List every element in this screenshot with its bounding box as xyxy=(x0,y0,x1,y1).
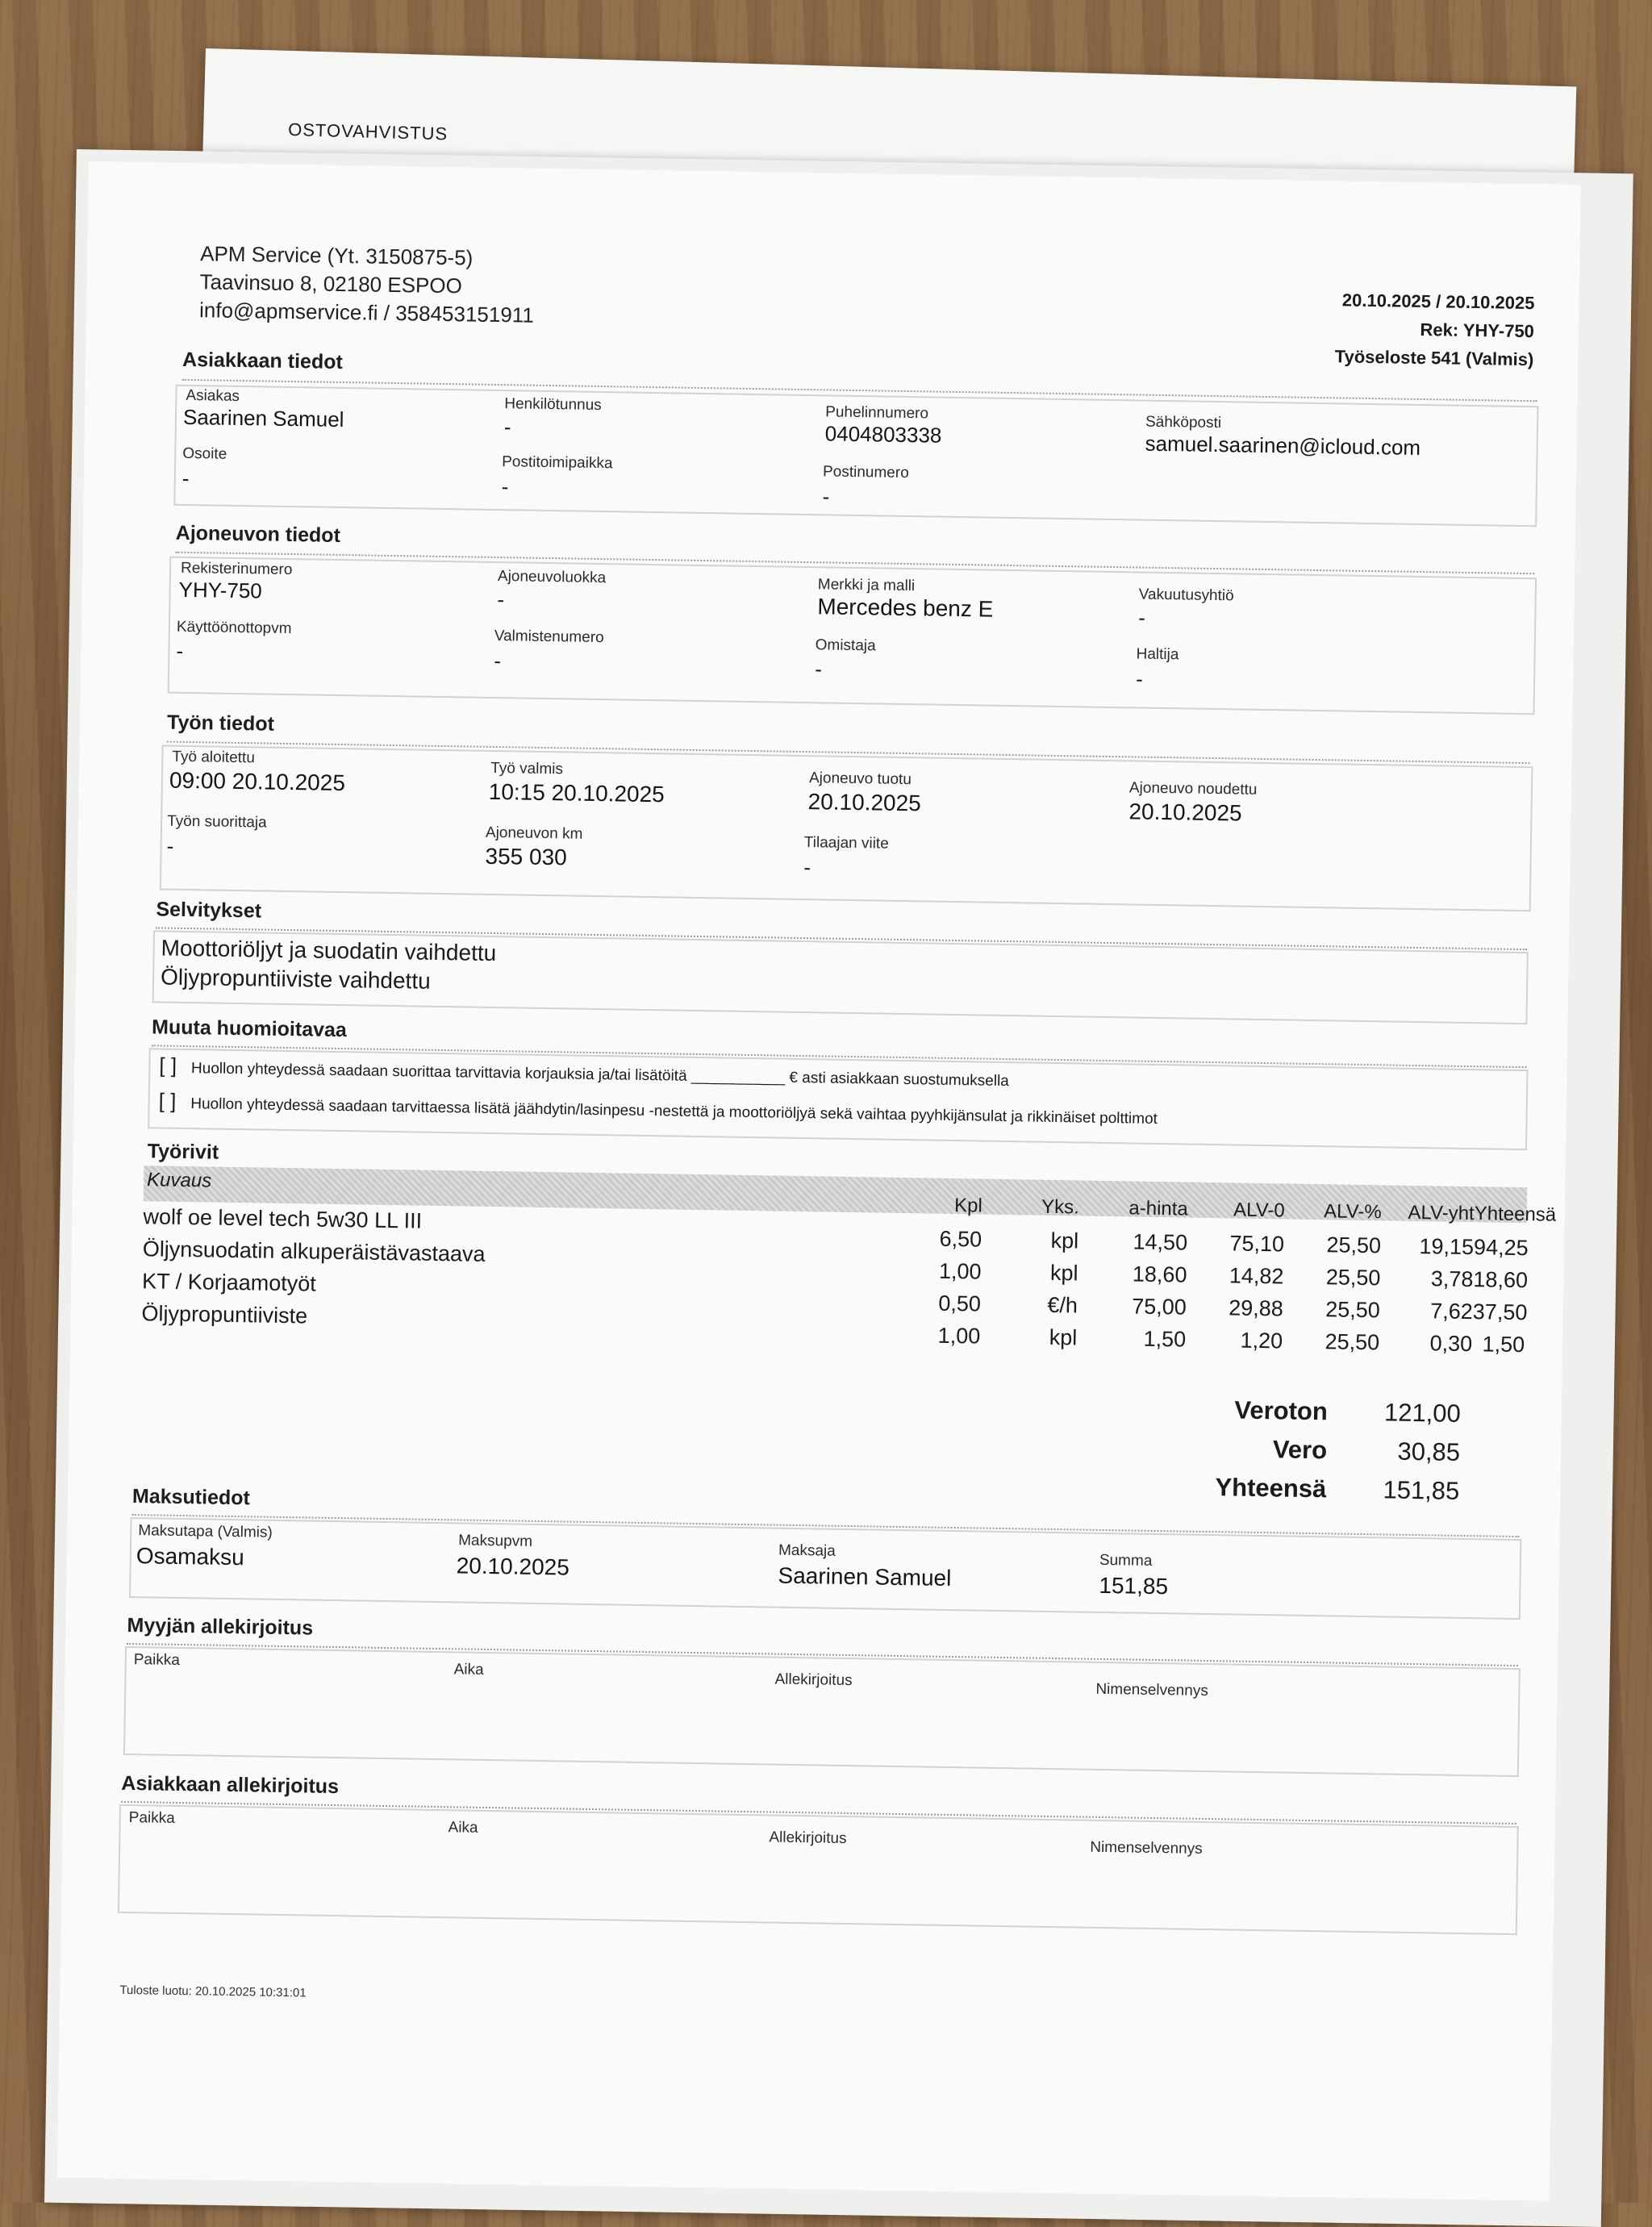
item-alv0: 75,10 xyxy=(1229,1231,1285,1257)
payment-method-label: Maksutapa (Valmis) xyxy=(138,1522,273,1541)
seller-sign-time-label: Aika xyxy=(453,1661,484,1679)
seller-sign-section-title: Myyjän allekirjoitus xyxy=(127,1613,314,1640)
item-qty: 6,50 xyxy=(939,1226,982,1252)
customer-section-title: Asiakkaan tiedot xyxy=(181,348,344,373)
document-work-order: Työseloste 541 (Valmis) xyxy=(1334,346,1534,370)
item-qty: 0,50 xyxy=(938,1291,982,1316)
vehicle-class: - xyxy=(497,587,505,612)
item-alvsum: 19,15 xyxy=(1419,1234,1475,1260)
item-price: 14,50 xyxy=(1133,1229,1188,1255)
work-brought-label: Ajoneuvo tuotu xyxy=(808,769,912,789)
vehicle-holder-label: Haltija xyxy=(1136,645,1179,664)
item-qty: 1,00 xyxy=(937,1323,981,1349)
vehicle-insurer: - xyxy=(1138,605,1146,630)
work-picked: 20.10.2025 xyxy=(1128,799,1242,826)
item-unit: kpl xyxy=(1050,1228,1079,1253)
item-qty: 1,00 xyxy=(938,1258,982,1284)
vehicle-owner-label: Omistaja xyxy=(815,636,876,655)
explanation-line-2: Öljypropuntiiviste vaihdettu xyxy=(160,964,431,994)
work-km: 355 030 xyxy=(485,843,567,870)
items-header-alvp: ALV-% xyxy=(1323,1200,1382,1224)
item-desc: Öljypropuntiiviste xyxy=(141,1301,308,1328)
note-1-text: Huollon yhteydessä saadaan suorittaa tarvittavia korjauksia ja/tai lisätöitä ___________ € asti asiakkaan suostumuksella xyxy=(190,1060,1010,1091)
customer-address-label: Osoite xyxy=(182,444,227,463)
items-header-alv0: ALV-0 xyxy=(1233,1199,1285,1222)
customer-name: Saarinen Samuel xyxy=(182,404,344,432)
item-total: 94,25 xyxy=(1473,1235,1529,1261)
item-alv0: 29,88 xyxy=(1229,1295,1284,1321)
items-header-price: a-hinta xyxy=(1128,1197,1188,1220)
customer-sign-section-title: Asiakkaan allekirjoitus xyxy=(121,1771,340,1799)
work-order-page xyxy=(57,161,1581,2201)
total-sum: 151,85 xyxy=(1383,1475,1460,1505)
item-alv0: 1,20 xyxy=(1240,1328,1283,1353)
company-name: APM Service (Yt. 3150875-5) xyxy=(199,241,473,270)
work-ref-label: Tilaajan viite xyxy=(803,834,889,853)
item-total: 1,50 xyxy=(1482,1332,1525,1357)
payment-date: 20.10.2025 xyxy=(456,1553,570,1580)
vehicle-first-reg-label: Käyttöönottopvm xyxy=(176,618,292,638)
work-started-label: Työ aloitettu xyxy=(172,748,256,767)
payment-amount: 151,85 xyxy=(1099,1572,1169,1599)
seller-sign-signature-label: Allekirjoitus xyxy=(774,1670,853,1690)
item-unit: €/h xyxy=(1047,1292,1078,1318)
items-header-unit: Yks. xyxy=(1041,1195,1079,1219)
item-price: 75,00 xyxy=(1132,1294,1187,1320)
payment-amount-label: Summa xyxy=(1099,1551,1153,1570)
item-alvsum: 0,30 xyxy=(1429,1331,1473,1357)
work-section-title: Työn tiedot xyxy=(166,711,275,736)
vehicle-model: Mercedes benz E xyxy=(817,594,994,622)
total-tax: 30,85 xyxy=(1397,1437,1461,1466)
item-desc: wolf oe level tech 5w30 LL III xyxy=(143,1204,423,1233)
item-unit: kpl xyxy=(1049,1260,1078,1286)
items-section-title: Työrivit xyxy=(147,1140,219,1164)
customer-email-label: Sähköposti xyxy=(1145,413,1222,432)
seller-sign-clarification-label: Nimenselvennys xyxy=(1095,1680,1208,1700)
work-done: 10:15 20.10.2025 xyxy=(488,778,665,807)
work-picked-label: Ajoneuvo noudettu xyxy=(1128,779,1258,799)
vehicle-vin: - xyxy=(494,648,502,674)
customer-sign-signature-label: Allekirjoitus xyxy=(769,1829,847,1848)
work-ref: - xyxy=(803,855,811,880)
vehicle-class-label: Ajoneuvoluokka xyxy=(497,568,607,587)
company-info xyxy=(199,240,535,330)
total-tax-label: Vero xyxy=(1272,1435,1328,1465)
items-table-body xyxy=(141,1203,1557,1357)
work-done-label: Työ valmis xyxy=(490,759,564,778)
work-brought: 20.10.2025 xyxy=(807,789,922,816)
customer-zip-label: Postinumero xyxy=(822,463,909,482)
seller-sign-place-label: Paikka xyxy=(133,1651,181,1670)
payment-section-title: Maksutiedot xyxy=(131,1485,251,1510)
customer-sign-time-label: Aika xyxy=(448,1819,478,1837)
document-dates: 20.10.2025 / 20.10.2025 xyxy=(1341,290,1535,314)
explanations-section-title: Selvitykset xyxy=(156,898,262,923)
customer-ssn: - xyxy=(503,415,511,440)
company-contact: info@apmservice.fi / 358453151911 xyxy=(198,298,535,327)
work-started: 09:00 20.10.2025 xyxy=(169,767,346,796)
items-header-alvsum: ALV-yht xyxy=(1408,1201,1475,1225)
seller-sign-box xyxy=(123,1646,1521,1777)
customer-sign-place-label: Paikka xyxy=(128,1809,175,1827)
customer-city: - xyxy=(501,474,509,499)
explanation-line-1: Moottoriöljyt ja suodatin vaihdettu xyxy=(161,935,497,966)
item-alvsum: 7,62 xyxy=(1430,1299,1474,1324)
item-total: 37,50 xyxy=(1472,1299,1528,1325)
item-alv0: 14,82 xyxy=(1229,1263,1284,1289)
customer-phone: 0404803338 xyxy=(824,421,942,448)
vehicle-owner: - xyxy=(814,657,823,682)
item-price: 18,60 xyxy=(1132,1262,1187,1287)
payment-method: Osamaksu xyxy=(136,1543,244,1570)
customer-phone-label: Puhelinnumero xyxy=(825,403,929,423)
customer-city-label: Postitoimipaikka xyxy=(502,453,613,473)
vehicle-section-title: Ajoneuvon tiedot xyxy=(175,521,341,547)
item-alvp: 25,50 xyxy=(1326,1232,1382,1258)
payment-date-label: Maksupvm xyxy=(458,1532,533,1550)
notes-section-title: Muuta huomioitavaa xyxy=(151,1015,348,1042)
footer-timestamp: Tuloste luotu: 20.10.2025 10:31:01 xyxy=(119,1983,307,2000)
items-header-total: Yhteensä xyxy=(1474,1203,1557,1226)
vehicle-reg-label: Rekisterinumero xyxy=(180,559,293,579)
note-1-checkbox[interactable]: [ ] xyxy=(159,1053,177,1078)
customer-name-label: Asiakas xyxy=(186,386,240,405)
item-total: 18,60 xyxy=(1473,1267,1529,1293)
item-alvsum: 3,78 xyxy=(1430,1266,1474,1292)
customer-ssn-label: Henkilötunnus xyxy=(504,395,602,415)
vehicle-first-reg: - xyxy=(176,638,184,663)
item-alvp: 25,50 xyxy=(1325,1265,1381,1291)
item-price: 1,50 xyxy=(1143,1326,1187,1352)
total-sum-label: Yhteensä xyxy=(1215,1473,1327,1503)
vehicle-insurer-label: Vakuutusyhtiö xyxy=(1138,586,1234,605)
items-header-qty: Kpl xyxy=(953,1195,983,1217)
total-net-label: Veroton xyxy=(1234,1395,1329,1426)
document-info xyxy=(1335,286,1535,373)
item-unit: kpl xyxy=(1049,1324,1078,1350)
payment-payer-label: Maksaja xyxy=(778,1541,836,1560)
item-alvp: 25,50 xyxy=(1325,1329,1380,1355)
note-2-text: Huollon yhteydessä saadaan tarvittaessa lisätä jäähdytin/lasinpesu -nestettä ja moottoriöljyä sekä vaihtaa pyyhkijänsulat ja rikkinäiset polttimot xyxy=(190,1095,1158,1128)
items-header-desc: Kuvaus xyxy=(146,1169,212,1192)
work-performer-label: Työn suorittaja xyxy=(166,812,267,832)
document-reg: Rek: YHY-750 xyxy=(1420,319,1535,342)
vehicle-holder: - xyxy=(1135,666,1143,691)
vehicle-model-label: Merkki ja malli xyxy=(817,576,916,595)
vehicle-vin-label: Valmistenumero xyxy=(494,627,604,647)
customer-email: samuel.saarinen@icloud.com xyxy=(1145,431,1421,460)
payment-payer: Saarinen Samuel xyxy=(778,1562,952,1591)
customer-zip: - xyxy=(822,484,830,509)
total-net: 121,00 xyxy=(1383,1398,1462,1428)
back-sheet-title: OSTOVAHVISTUS xyxy=(287,119,448,144)
company-address: Taavinsuo 8, 02180 ESPOO xyxy=(199,269,463,298)
customer-sign-clarification-label: Nimenselvennys xyxy=(1090,1838,1203,1858)
item-desc: Öljynsuodatin alkuperäistävastaava xyxy=(142,1237,486,1266)
item-alvp: 25,50 xyxy=(1325,1297,1381,1323)
customer-sign-box xyxy=(118,1804,1519,1935)
customer-address: - xyxy=(181,465,190,491)
work-km-label: Ajoneuvon km xyxy=(485,824,583,843)
item-desc: KT / Korjaamotyöt xyxy=(141,1269,317,1296)
work-performer: - xyxy=(166,833,174,858)
note-2-checkbox[interactable]: [ ] xyxy=(158,1088,177,1113)
vehicle-reg: YHY-750 xyxy=(178,577,263,603)
